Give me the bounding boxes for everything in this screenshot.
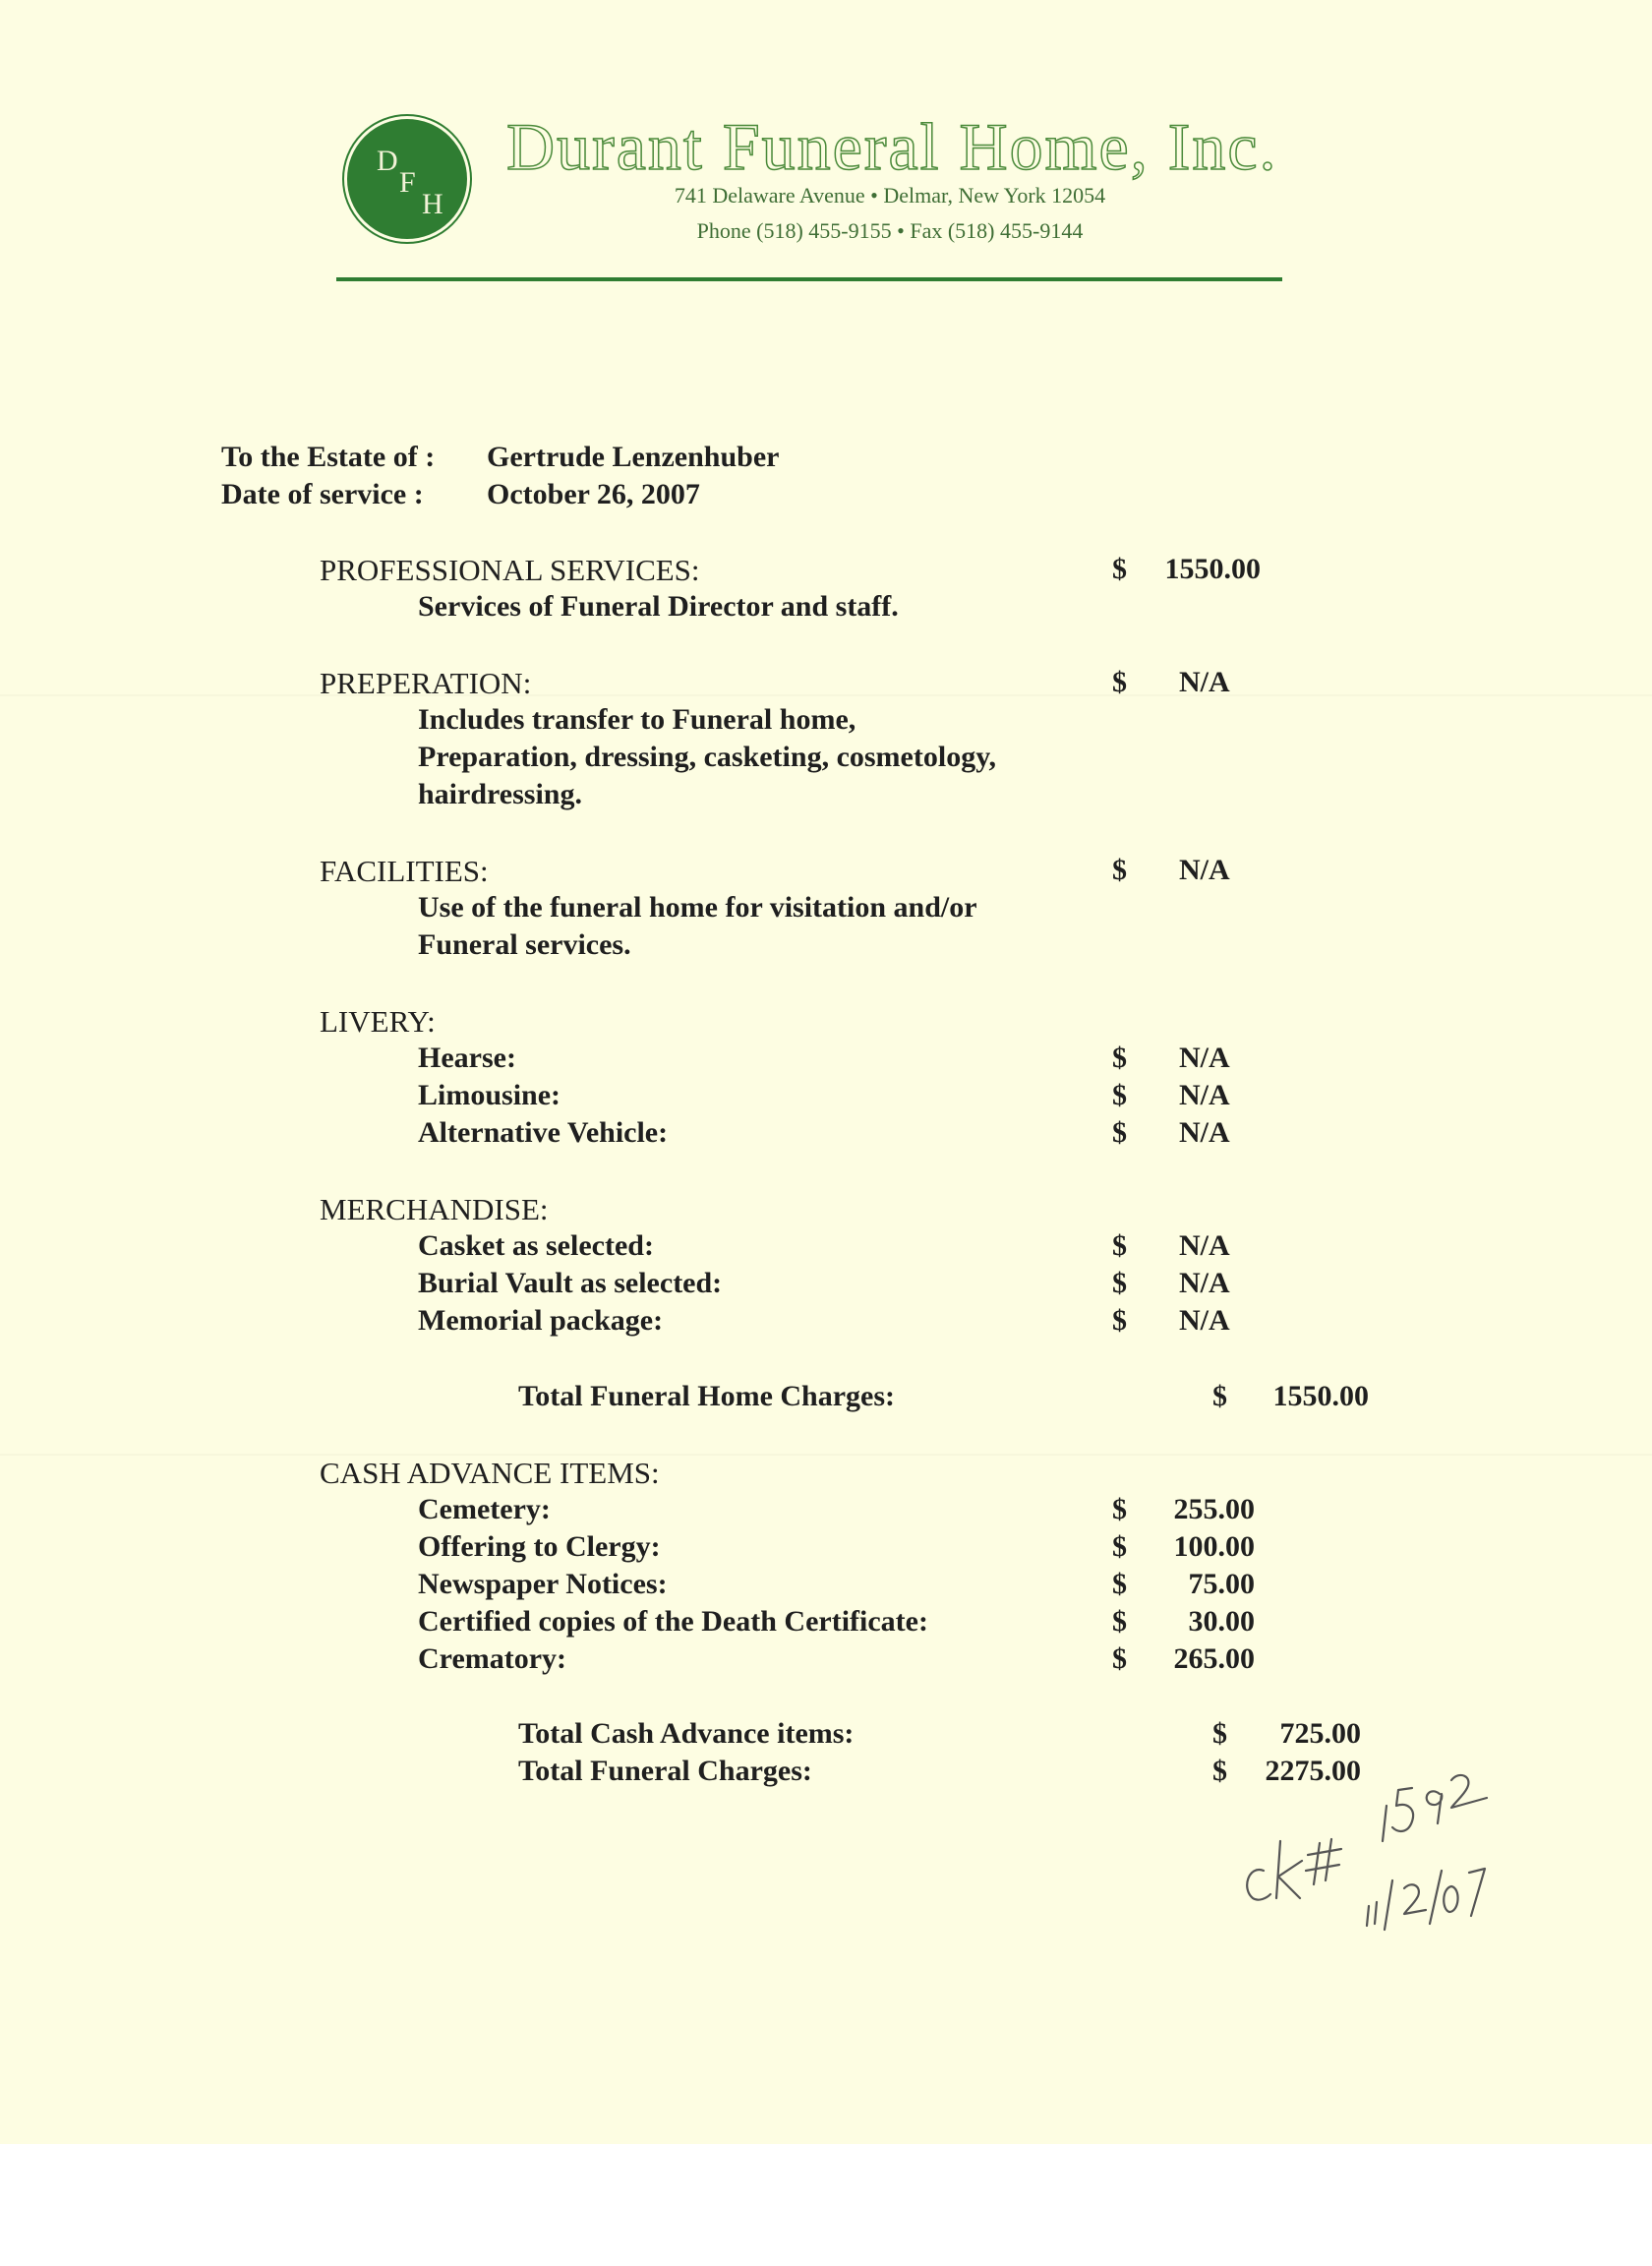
- company-logo: [344, 116, 470, 242]
- company-phone: Phone (518) 455-9155 • Fax (518) 455-9144: [696, 218, 1084, 243]
- section-title-facilities: FACILITIES:: [320, 854, 489, 888]
- cash-item-label: Crematory:: [418, 1642, 567, 1675]
- service-date: October 26, 2007: [487, 478, 700, 510]
- cash-item-amount: 100.00: [1173, 1530, 1255, 1563]
- merchandise-item-amount: N/A: [1179, 1229, 1230, 1262]
- estate-label: To the Estate of :: [221, 441, 436, 473]
- amount-professional: 1550.00: [1164, 553, 1261, 585]
- section-title-merchandise: MERCHANDISE:: [320, 1192, 549, 1226]
- dollar-sign: $: [1212, 1717, 1227, 1750]
- cash-item-label: Cemetery:: [418, 1493, 551, 1525]
- handwritten-check-note: [1219, 1751, 1514, 1947]
- cash-item-label: Offering to Clergy:: [418, 1530, 661, 1563]
- company-name: Durant Funeral Home, Inc.: [506, 109, 1278, 184]
- desc-facilities: Funeral services.: [418, 928, 631, 961]
- livery-item-amount: N/A: [1179, 1042, 1230, 1074]
- dollar-sign: $: [1112, 1116, 1127, 1149]
- merchandise-item-label: Memorial package:: [418, 1304, 664, 1337]
- logo-letter: D: [377, 145, 398, 177]
- fold-line: [0, 1454, 1652, 1456]
- livery-item-label: Alternative Vehicle:: [418, 1116, 669, 1149]
- total-home-label: Total Funeral Home Charges:: [518, 1380, 896, 1412]
- livery-item-amount: N/A: [1179, 1116, 1230, 1149]
- merchandise-item-amount: N/A: [1179, 1267, 1230, 1299]
- merchandise-item-amount: N/A: [1179, 1304, 1230, 1337]
- merchandise-item-label: Burial Vault as selected:: [418, 1267, 723, 1299]
- dollar-sign: $: [1112, 1530, 1127, 1563]
- dollar-sign: $: [1112, 1229, 1127, 1262]
- desc-professional: Services of Funeral Director and staff.: [418, 590, 899, 623]
- livery-item-label: Hearse:: [418, 1042, 516, 1074]
- dollar-sign: $: [1112, 1568, 1127, 1600]
- dollar-sign: $: [1112, 1304, 1127, 1337]
- section-title-preparation: PREPERATION:: [320, 666, 532, 700]
- estate-name: Gertrude Lenzenhuber: [487, 441, 780, 473]
- total-funeral-label: Total Funeral Charges:: [518, 1755, 812, 1787]
- cash-item-amount: 30.00: [1188, 1605, 1255, 1638]
- total-cash-amount: 725.00: [1279, 1717, 1361, 1750]
- logo-letter: F: [399, 166, 416, 199]
- dollar-sign: $: [1112, 1642, 1127, 1675]
- dollar-sign: $: [1212, 1755, 1227, 1787]
- dollar-sign: $: [1112, 1267, 1127, 1299]
- logo-letter: H: [422, 188, 443, 220]
- desc-preparation: Includes transfer to Funeral home,: [418, 703, 856, 736]
- company-address: 741 Delaware Avenue • Delmar, New York 12054: [674, 183, 1106, 208]
- merchandise-item-label: Casket as selected:: [418, 1229, 654, 1262]
- cash-item-amount: 255.00: [1173, 1493, 1255, 1525]
- section-title-livery: LIVERY:: [320, 1004, 436, 1039]
- fold-line: [0, 694, 1652, 696]
- dollar-sign: $: [1112, 666, 1127, 698]
- desc-facilities: Use of the funeral home for visitation and/or: [418, 891, 977, 924]
- section-title-cash-advance: CASH ADVANCE ITEMS:: [320, 1456, 660, 1490]
- dollar-sign: $: [1112, 854, 1127, 886]
- dollar-sign: $: [1112, 1042, 1127, 1074]
- cash-item-amount: 265.00: [1173, 1642, 1255, 1675]
- desc-preparation: Preparation, dressing, casketing, cosmetology,: [418, 741, 997, 773]
- letterhead-rule: [336, 277, 1282, 281]
- dollar-sign: $: [1112, 553, 1127, 585]
- total-cash-label: Total Cash Advance items:: [518, 1717, 855, 1750]
- cash-item-amount: 75.00: [1188, 1568, 1255, 1600]
- desc-preparation: hairdressing.: [418, 778, 582, 810]
- cash-item-label: Newspaper Notices:: [418, 1568, 668, 1600]
- dollar-sign: $: [1112, 1493, 1127, 1525]
- amount-facilities: N/A: [1179, 854, 1230, 886]
- date-label: Date of service :: [221, 478, 424, 510]
- livery-item-amount: N/A: [1179, 1079, 1230, 1111]
- section-title-professional: PROFESSIONAL SERVICES:: [320, 553, 700, 587]
- dollar-sign: $: [1212, 1380, 1227, 1412]
- total-home-amount: 1550.00: [1272, 1380, 1369, 1412]
- dollar-sign: $: [1112, 1079, 1127, 1111]
- amount-preparation: N/A: [1179, 666, 1230, 698]
- total-funeral-amount: 2275.00: [1265, 1755, 1361, 1787]
- dollar-sign: $: [1112, 1605, 1127, 1638]
- cash-item-label: Certified copies of the Death Certificate:: [418, 1605, 928, 1638]
- livery-item-label: Limousine:: [418, 1079, 561, 1111]
